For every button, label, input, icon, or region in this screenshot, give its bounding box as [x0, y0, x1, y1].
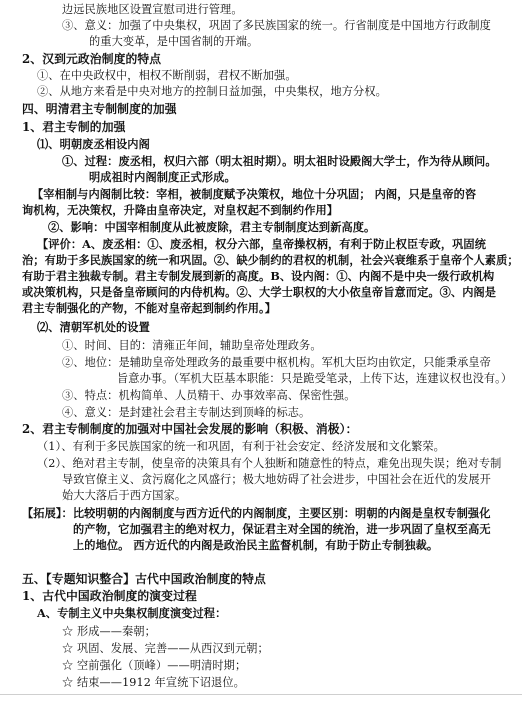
text-line: ②、影响：中国宰相制度从此被废除，君主专制制度达到新高度。: [48, 220, 376, 234]
list-item: ☆ 结束——1912 年宣统下诏退位。: [62, 676, 245, 689]
text-line: 【评价：A、废丞相：①、废丞相，权分六部，皇帝操权柄，有利于防止权臣专政，巩固统: [37, 237, 486, 251]
text-line: ②、地位：是辅助皇帝处理政务的最重要中枢机构。军机大臣均由钦定，只能秉承皇帝: [62, 356, 491, 369]
section-heading: 2、汉到元政治制度的特点: [22, 52, 162, 66]
text-line: 导致官僚主义、贪污腐化之风盛行；极大地妨碍了社会进步，中国社会在近代的发展开: [62, 473, 491, 486]
page-bottom-divider: [0, 694, 522, 695]
text-line: 询机构，无决策权，升降由皇帝决定，对皇权起不到制约作用】: [22, 203, 339, 217]
text-line: 有助于君主独裁专制。君主专制发展到新的高度。B、设内阁：①、内阁不是中央一级行政机构: [22, 269, 495, 283]
text-line: ①、过程：废丞相，权归六部（明太祖时期）。明太祖时设殿阁大学士，作为待从顾问。: [62, 154, 497, 168]
text-line: 或决策机构，只是备皇帝顾问的内侍机构。②、大学士职权的大小依皇帝旨意而定。③、内阁是: [22, 285, 497, 299]
text-line: 始大大落后于西方国家。: [62, 489, 187, 502]
text-line: 治；有助于多民族国家的统一和巩固。②、缺少制约的君权的机制，社会兴衰维系于皇帝个人素质；: [22, 253, 519, 267]
section-heading: 1、君主专制的加强: [22, 120, 126, 134]
sub-heading: ⑴、明朝废丞相设内阁: [37, 137, 150, 151]
sub-heading: A、专制主义中央集权制度演变过程：: [37, 606, 227, 620]
text-line: 的产物，它加强君主的绝对权力，保证君主对全国的统治，进一步巩固了皇权至高无: [73, 522, 491, 536]
section-heading: 五、【专题知识整合】古代中国政治制度的特点: [22, 572, 266, 586]
text-line: 君主专制强化的产物，不能对皇帝起到制约作用。】: [22, 301, 277, 315]
text-line: ③、特点：机构简单、人员精干、办事效率高、保密性强。: [62, 389, 356, 402]
section-heading: 四、明清君主专制制度的加强: [22, 102, 177, 116]
text-line: 【宰相制与内阁制比较：宰相，被制度赋予决策权，地位十分巩固； 内阁，只是皇帝的咨: [32, 187, 477, 201]
text-line: （2）、绝对君主专制，使皇帝的决策具有个人独断和随意性的特点，难免出现失误；绝对专制: [37, 457, 502, 470]
text-line: 明成祖时内阁制度正式形成。: [89, 170, 236, 184]
text-line: ④、意义：是封建社会君主专制达到顶峰的标志。: [62, 406, 311, 419]
text-line: 【拓展】：比较明朝的内阁制度与西方近代的内阁制度，主要区别：明朝的内阁是皇权专制强化: [22, 506, 491, 520]
text-line: 上的地位。 西方近代的内阁是政治民主监督机制，有助于防止专制独裁。: [73, 538, 439, 552]
text-line: ①、时间、目的：清雍正年间，辅助皇帝处理政务。: [62, 339, 322, 352]
text-line: ③、意义：加强了中央集权，巩固了多民族国家的统一。行省制度是中国地方行政制度: [62, 19, 491, 32]
section-heading: 2、君主专制制度的加强对中国社会发展的影响（积极、消极）：: [22, 422, 358, 436]
text-line: 旨意办事。（军机大臣基本职能：只是跪受笔录，上传下达，连建议权也没有。）: [117, 372, 513, 385]
text-line: 的重大变革，是中国省制的开端。: [89, 35, 259, 48]
list-item: ☆ 巩固、发展、完善——从西汉到元朝；: [62, 642, 269, 655]
text-line: ①、在中央政权中，相权不断削弱，君权不断加强。: [37, 69, 297, 82]
text-line: （1）、有利于多民族国家的统一和巩固，有利于社会安定、经济发展和文化繁荣。: [37, 440, 445, 453]
list-item: ☆ 空前强化（顶峰）——明清时期；: [62, 659, 247, 672]
section-heading: 1、古代中国政治制度的演变过程: [22, 589, 197, 603]
text-line: ②、从地方来看是中央对地方的控制日益加强，中央集权，地方分权。: [37, 85, 387, 98]
list-item: ☆ 形成——秦朝；: [62, 625, 156, 638]
text-line: 边远民族地区设置宣慰司进行管理。: [62, 3, 243, 16]
sub-heading: ⑵、清朝军机处的设置: [37, 320, 150, 334]
